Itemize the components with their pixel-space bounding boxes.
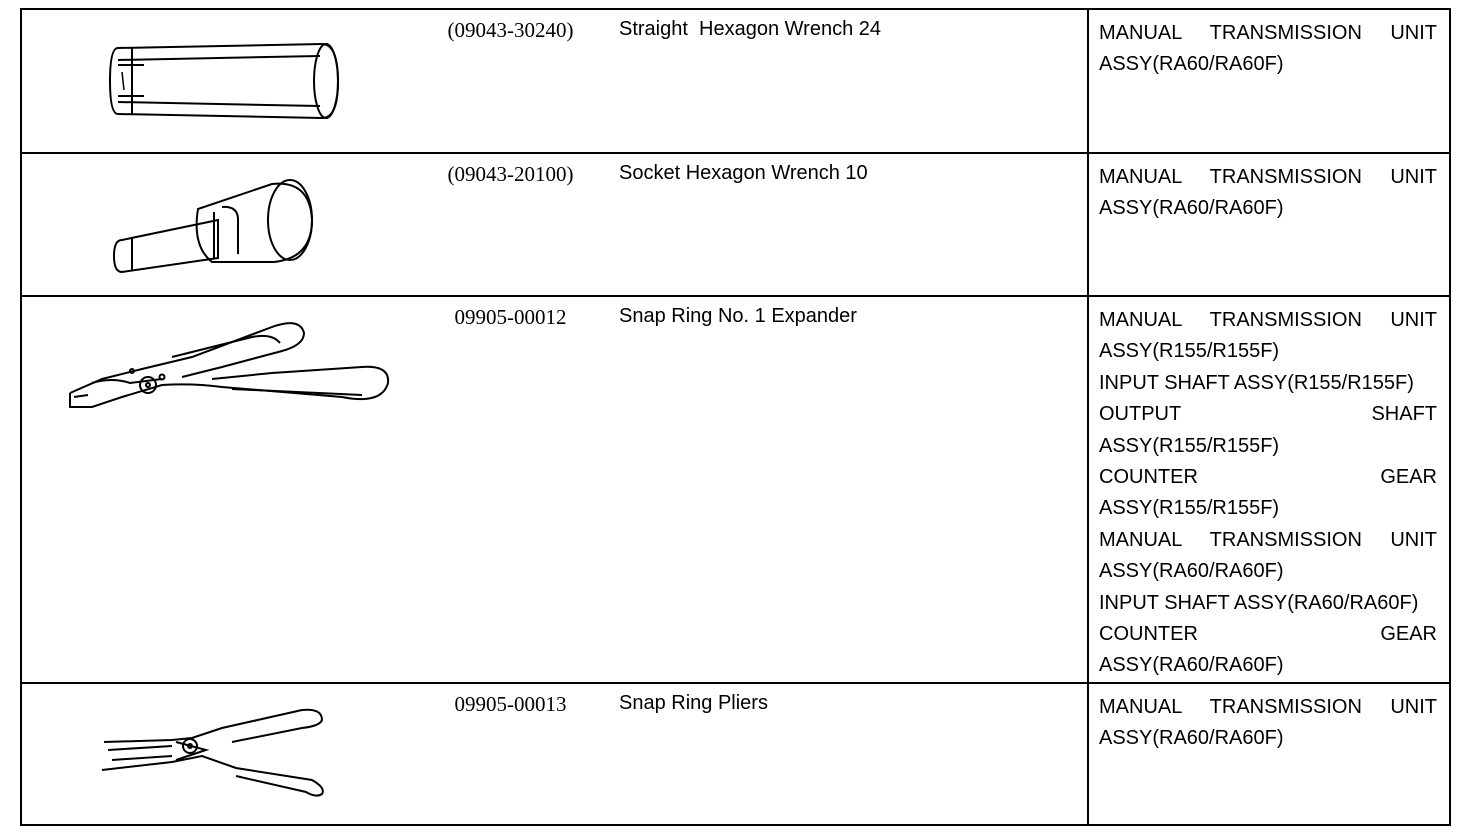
table-row — [21, 9, 1450, 153]
applications-cell — [1088, 683, 1450, 825]
snap-ring-expander-icon — [22, 297, 422, 684]
application-line: MANUAL TRANSMISSION UNIT — [1099, 528, 1437, 551]
application-line: ASSY(R155/R155F) — [1099, 434, 1280, 457]
application-line: MANUAL TRANSMISSION UNIT — [1099, 22, 1437, 44]
application-line: ASSY(R155/R155F) — [1099, 340, 1280, 363]
application-line: OUTPUT SHAFT — [1099, 403, 1437, 426]
applications-cell — [1088, 9, 1450, 153]
table-row — [21, 153, 1450, 296]
tool-illustration-cell — [21, 153, 422, 296]
part-number: (09043-30240) — [422, 9, 599, 153]
application-line: ASSY(RA60/RA60F) — [1099, 727, 1284, 750]
tool-illustration-cell — [21, 9, 422, 153]
application-line: ASSY(R155/R155F) — [1099, 497, 1280, 520]
application-line: ASSY(RA60/RA60F) — [1099, 197, 1284, 220]
applications-cell — [1088, 296, 1450, 683]
tool-illustration-cell — [21, 296, 422, 683]
application-line: ASSY(RA60/RA60F) — [1099, 654, 1284, 677]
table-row — [21, 296, 1450, 683]
socket-hexagon-wrench-icon — [22, 154, 422, 297]
applications-cell — [1088, 153, 1450, 296]
application-line: COUNTER GEAR — [1099, 466, 1437, 489]
tool-name: Straight Hexagon Wrench 24 — [599, 9, 1088, 153]
straight-hexagon-wrench-icon — [22, 10, 422, 154]
application-line: INPUT SHAFT ASSY(RA60/RA60F) — [1099, 591, 1419, 614]
application-line: ASSY(RA60/RA60F) — [1099, 53, 1284, 76]
application-line: MANUAL TRANSMISSION UNIT — [1099, 696, 1437, 718]
tool-name: Snap Ring No. 1 Expander — [599, 296, 1088, 683]
application-line: ASSY(RA60/RA60F) — [1099, 560, 1284, 583]
special-tools-table — [20, 8, 1451, 826]
part-number: 09905-00013 — [422, 683, 599, 825]
application-line: COUNTER GEAR — [1099, 623, 1437, 646]
application-line: MANUAL TRANSMISSION UNIT — [1099, 309, 1437, 331]
table-row — [21, 683, 1450, 825]
snap-ring-pliers-icon — [22, 684, 422, 826]
part-number: 09905-00012 — [422, 296, 599, 683]
tool-name: Snap Ring Pliers — [599, 683, 1088, 825]
tool-illustration-cell — [21, 683, 422, 825]
application-line: MANUAL TRANSMISSION UNIT — [1099, 166, 1437, 188]
tool-name: Socket Hexagon Wrench 10 — [599, 153, 1088, 296]
part-number: (09043-20100) — [422, 153, 599, 296]
application-line: INPUT SHAFT ASSY(R155/R155F) — [1099, 371, 1414, 394]
